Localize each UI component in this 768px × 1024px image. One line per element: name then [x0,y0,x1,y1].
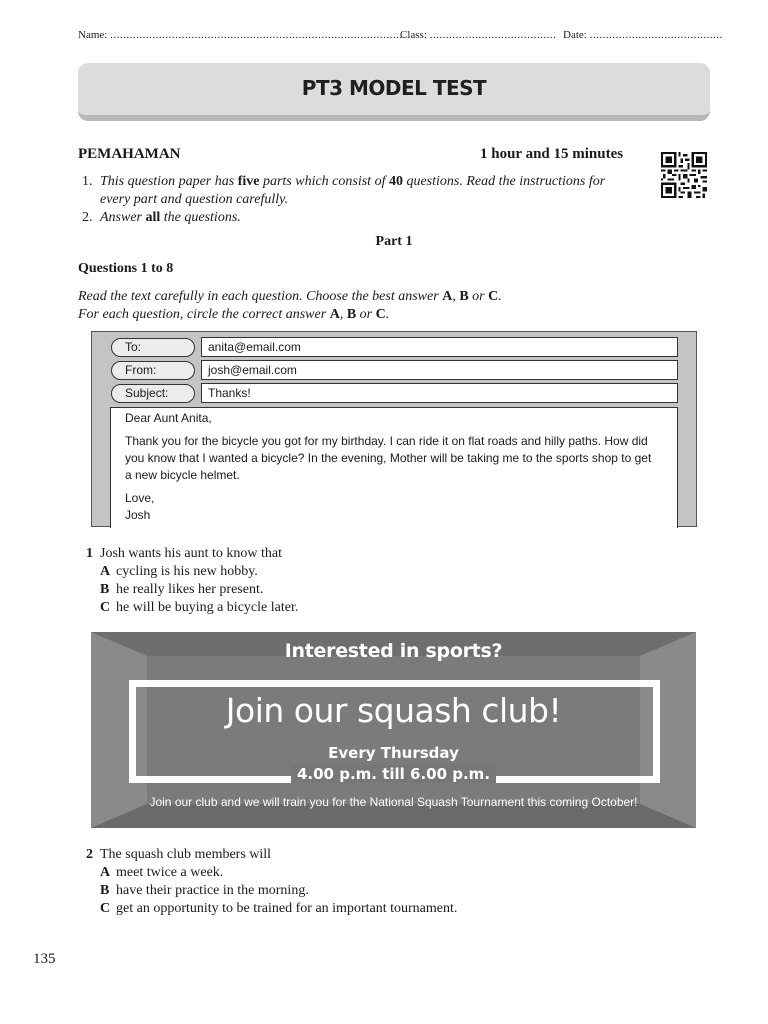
answer-option[interactable] [100,882,700,900]
ad-day: Every Thursday [328,744,459,762]
option-letter: C [488,289,499,304]
ad-time: 4.00 p.m. till 6.00 p.m. [291,765,496,783]
title-banner [78,63,710,121]
subject-label: Subject: [111,384,195,403]
directions-text: For each question, circle the correct answer [78,307,330,322]
email-greeting: Dear Aunt Anita, [125,411,212,425]
page-title: PT3 MODEL TEST [301,76,487,100]
instruction-text: parts which consist of [259,174,389,189]
to-value: anita@email.com [201,337,678,357]
subject-value: Thanks! [201,383,678,403]
ad-heading: Interested in sports? [284,640,503,662]
option-letter: C [375,307,386,322]
name-label: Name: [78,29,108,41]
date-label: Date: [563,29,587,41]
option-letter: A [442,289,453,304]
option-letter: B [100,582,110,597]
instruction-emphasis: 40 [388,174,403,189]
separator: , [452,289,460,304]
ad-headline: Join our squash club! [225,691,562,730]
name-blank: ........................................................................................... [110,29,406,41]
instruction-text: the questions. [160,210,241,225]
answer-option[interactable] [100,563,700,581]
instruction-emphasis: all [145,210,161,225]
instruction-number: 1. [82,174,93,189]
ad-time-row [91,765,696,784]
date-blank: ......................................... [589,29,723,41]
instruction-1 [82,173,640,209]
email-body-line: a new bicycle helmet. [125,468,240,482]
option-letter: A [329,307,340,322]
option-text: have their practice in the morning. [116,883,309,898]
option-text: get an opportunity to be trained for an important tournament. [116,901,458,916]
directions-text: or [468,289,489,304]
email-signature: Josh [125,508,151,522]
instruction-text: questions. Read the instructions for [402,174,606,189]
email-stimulus [91,331,697,527]
class-label: Class: [400,29,427,41]
test-duration: 1 hour and 15 minutes [480,146,624,162]
answer-option[interactable] [100,900,700,918]
instruction-text: every part and question carefully. [100,192,289,207]
instruction-text: This question paper has [100,174,238,189]
option-letter: B [100,883,110,898]
option-letter: B [346,307,357,322]
squash-club-advert [91,632,696,828]
page-number: 135 [33,951,56,967]
instruction-emphasis: five [237,174,260,189]
option-text: cycling is his new hobby. [116,564,258,579]
qr-code-icon [661,152,707,198]
email-closing: Love, [125,491,155,505]
email-body-line: Thank you for the bicycle you got for my birthday. I can ride it on flat roads and hilly paths. How did [125,434,648,448]
separator: . [498,289,502,304]
answer-option[interactable] [100,599,700,617]
instruction-number: 2. [82,210,93,225]
part-title: Part 1 [375,234,413,249]
question-number: 2 [86,847,93,862]
separator: . [385,307,390,322]
ad-footer: Join our club and we will train you for the National Squash Tournament this coming October! [149,795,638,809]
directions-text: Read the text carefully in each question. Choose the best answer [78,289,443,304]
question-2 [86,846,700,918]
question-number: 1 [86,546,93,561]
option-letter: C [100,600,111,615]
answer-option[interactable] [100,581,700,599]
option-letter: A [100,865,111,880]
from-label: From: [111,361,195,380]
question-stem: Josh wants his aunt to know that [100,546,282,561]
directions-text: or [356,307,376,322]
name-field-line [78,29,406,41]
instruction-text: Answer [100,210,146,225]
option-letter: B [459,289,469,304]
email-body-line: you know that I wanted a bicycle? In the evening, Mother will be taking me to the sports shop to get [125,451,652,465]
option-letter: C [100,901,111,916]
option-text: meet twice a week. [116,865,224,880]
from-value: josh@email.com [201,360,678,380]
separator: , [339,307,347,322]
class-blank: ....................................... [429,29,557,41]
email-body [110,407,678,528]
option-text: he really likes her present. [116,582,264,597]
question-1 [86,545,700,617]
directions [78,288,698,324]
to-label: To: [111,338,195,357]
option-text: he will be buying a bicycle later. [116,600,299,615]
date-field-line [563,29,723,41]
question-stem: The squash club members will [100,847,272,862]
answer-option[interactable] [100,864,700,882]
instruction-2 [82,209,640,227]
section-name: PEMAHAMAN [78,146,181,162]
class-field-line [400,29,556,41]
option-letter: A [100,564,111,579]
questions-range: Questions 1 to 8 [78,261,174,276]
